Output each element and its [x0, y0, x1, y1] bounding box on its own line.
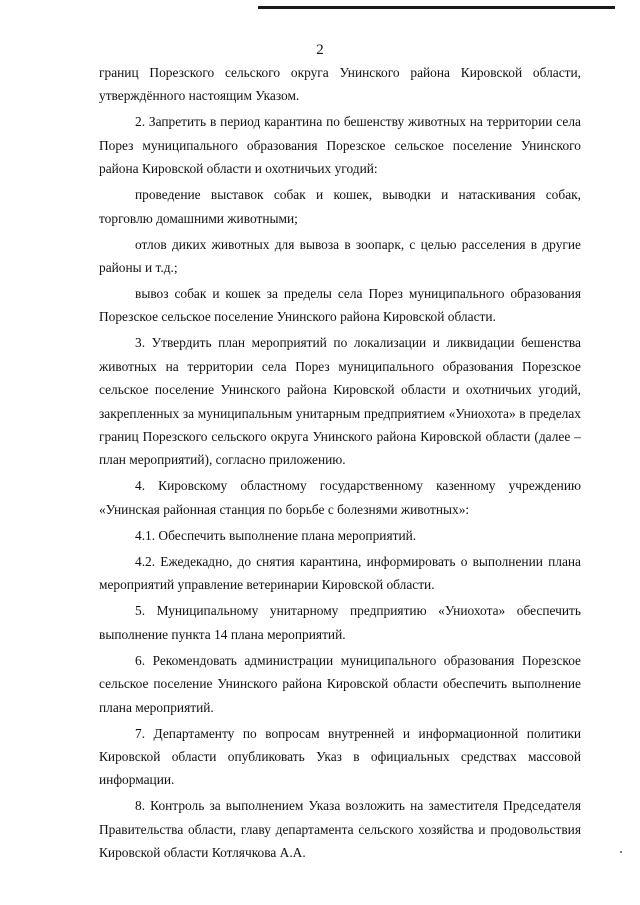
paragraph-item-8: 8. Контроль за выполнением Указа возложить на заместителя Председателя Правительства области, главу департамента сельского хозяйства и продовольствия Кировской области Котлячкова А.А.: [99, 798, 581, 861]
paragraph-item-6: 6. Рекомендовать администрации муниципального образования Порезское сельское поселение Унинского района Кировской области обеспечить выполнение плана мероприятий.: [99, 652, 581, 715]
paragraph-item-2-sub-exhibitions: проведение выставок собак и кошек, выводки и натаскивания собак, торговлю домашними животными;: [99, 187, 581, 226]
scan-speck: [620, 851, 622, 853]
page-number: 2: [316, 42, 324, 58]
document-body: [99, 61, 581, 865]
paragraph-item-7: 7. Департаменту по вопросам внутренней и информационной политики Кировской области опубликовать Указ в официальных средствах массовой информации.: [99, 725, 581, 788]
paragraph-item-3: 3. Утвердить план мероприятий по локализации и ликвидации бешенства животных на территории села Порез муниципального образования Порезское сельское поселение Унинского района Кировской области и охотничьих угодий, закрепленных за муниципальным унитарным предприятием «Униохота» в пределах границ Порезского сельского округа Унинского района Кировской области (далее – план мероприятий), согласно приложению.: [99, 335, 581, 468]
paragraph-item-5: 5. Муниципальному унитарному предприятию «Униохота» обеспечить выполнение пункта 14 плана мероприятий.: [99, 603, 581, 642]
paragraph-item-2-sub-capture: отлов диких животных для вывоза в зоопарк, с целью расселения в другие районы и т.д.;: [99, 236, 581, 276]
paragraph-item-4-2: 4.2. Ежедекадно, до снятия карантина, информировать о выполнении плана мероприятий управление ветеринарии Кировской области.: [99, 553, 581, 593]
paragraph-item-4-1: 4.1. Обеспечить выполнение плана мероприятий.: [135, 527, 417, 543]
top-border-rule: [258, 6, 615, 9]
paragraph-continuation: границ Порезского сельского округа Унинского района Кировской области, утверждённого настоящим Указом.: [99, 65, 581, 104]
paragraph-item-2: 2. Запретить в период карантина по бешенству животных на территории села Порез муниципального образования Порезское сельское поселение Унинского района Кировской области и охотничьих угодий:: [99, 114, 581, 177]
paragraph-item-2-sub-export: вывоз собак и кошек за пределы села Порез муниципального образования Порезское сельское поселение Унинского района Кировской области.: [99, 286, 581, 325]
paragraph-item-4: 4. Кировскому областному государственному казенному учреждению «Унинская районная станция по борьбе с болезнями животных»:: [99, 478, 581, 517]
